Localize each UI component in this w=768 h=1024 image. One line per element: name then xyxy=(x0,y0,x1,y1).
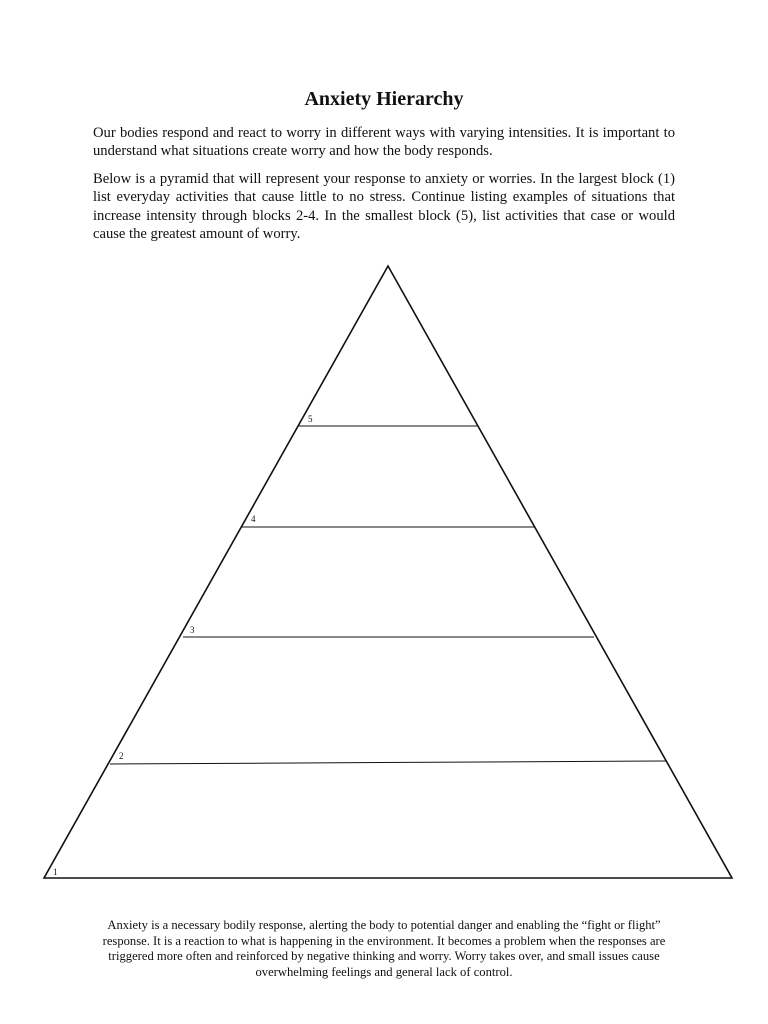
block-label-5: 5 xyxy=(308,414,313,424)
intro-paragraph: Our bodies respond and react to worry in different ways with varying intensities. It is important to understand what situations create worry and how the body responds. xyxy=(93,125,675,160)
page-title: Anxiety Hierarchy xyxy=(304,88,464,110)
pyramid-divider-2 xyxy=(110,761,666,764)
footer-paragraph: Anxiety is a necessary bodily response, alerting the body to potential danger and enabling the “fight or flight” response. It is a reaction to what is happening in the environment. It becomes a problem when the responses are triggered more often and reinforced by negative thinking and worry. Worry takes over, and small issues cause overwhelming feelings and general lack of control. xyxy=(102,918,666,979)
block-label-3: 3 xyxy=(190,625,195,635)
block-label-1: 1 xyxy=(53,867,58,877)
block-label-4: 4 xyxy=(251,514,256,524)
pyramid-outline xyxy=(44,266,732,878)
block-label-2: 2 xyxy=(119,751,124,761)
instructions-paragraph: Below is a pyramid that will represent your response to anxiety or worries. In the largest block (1) list everyday activities that cause little to no stress. Continue listing examples of situations that increase intensity through blocks 2-4. In the smallest block (5), list activities that case or would cause the greatest amount of worry. xyxy=(93,171,675,243)
